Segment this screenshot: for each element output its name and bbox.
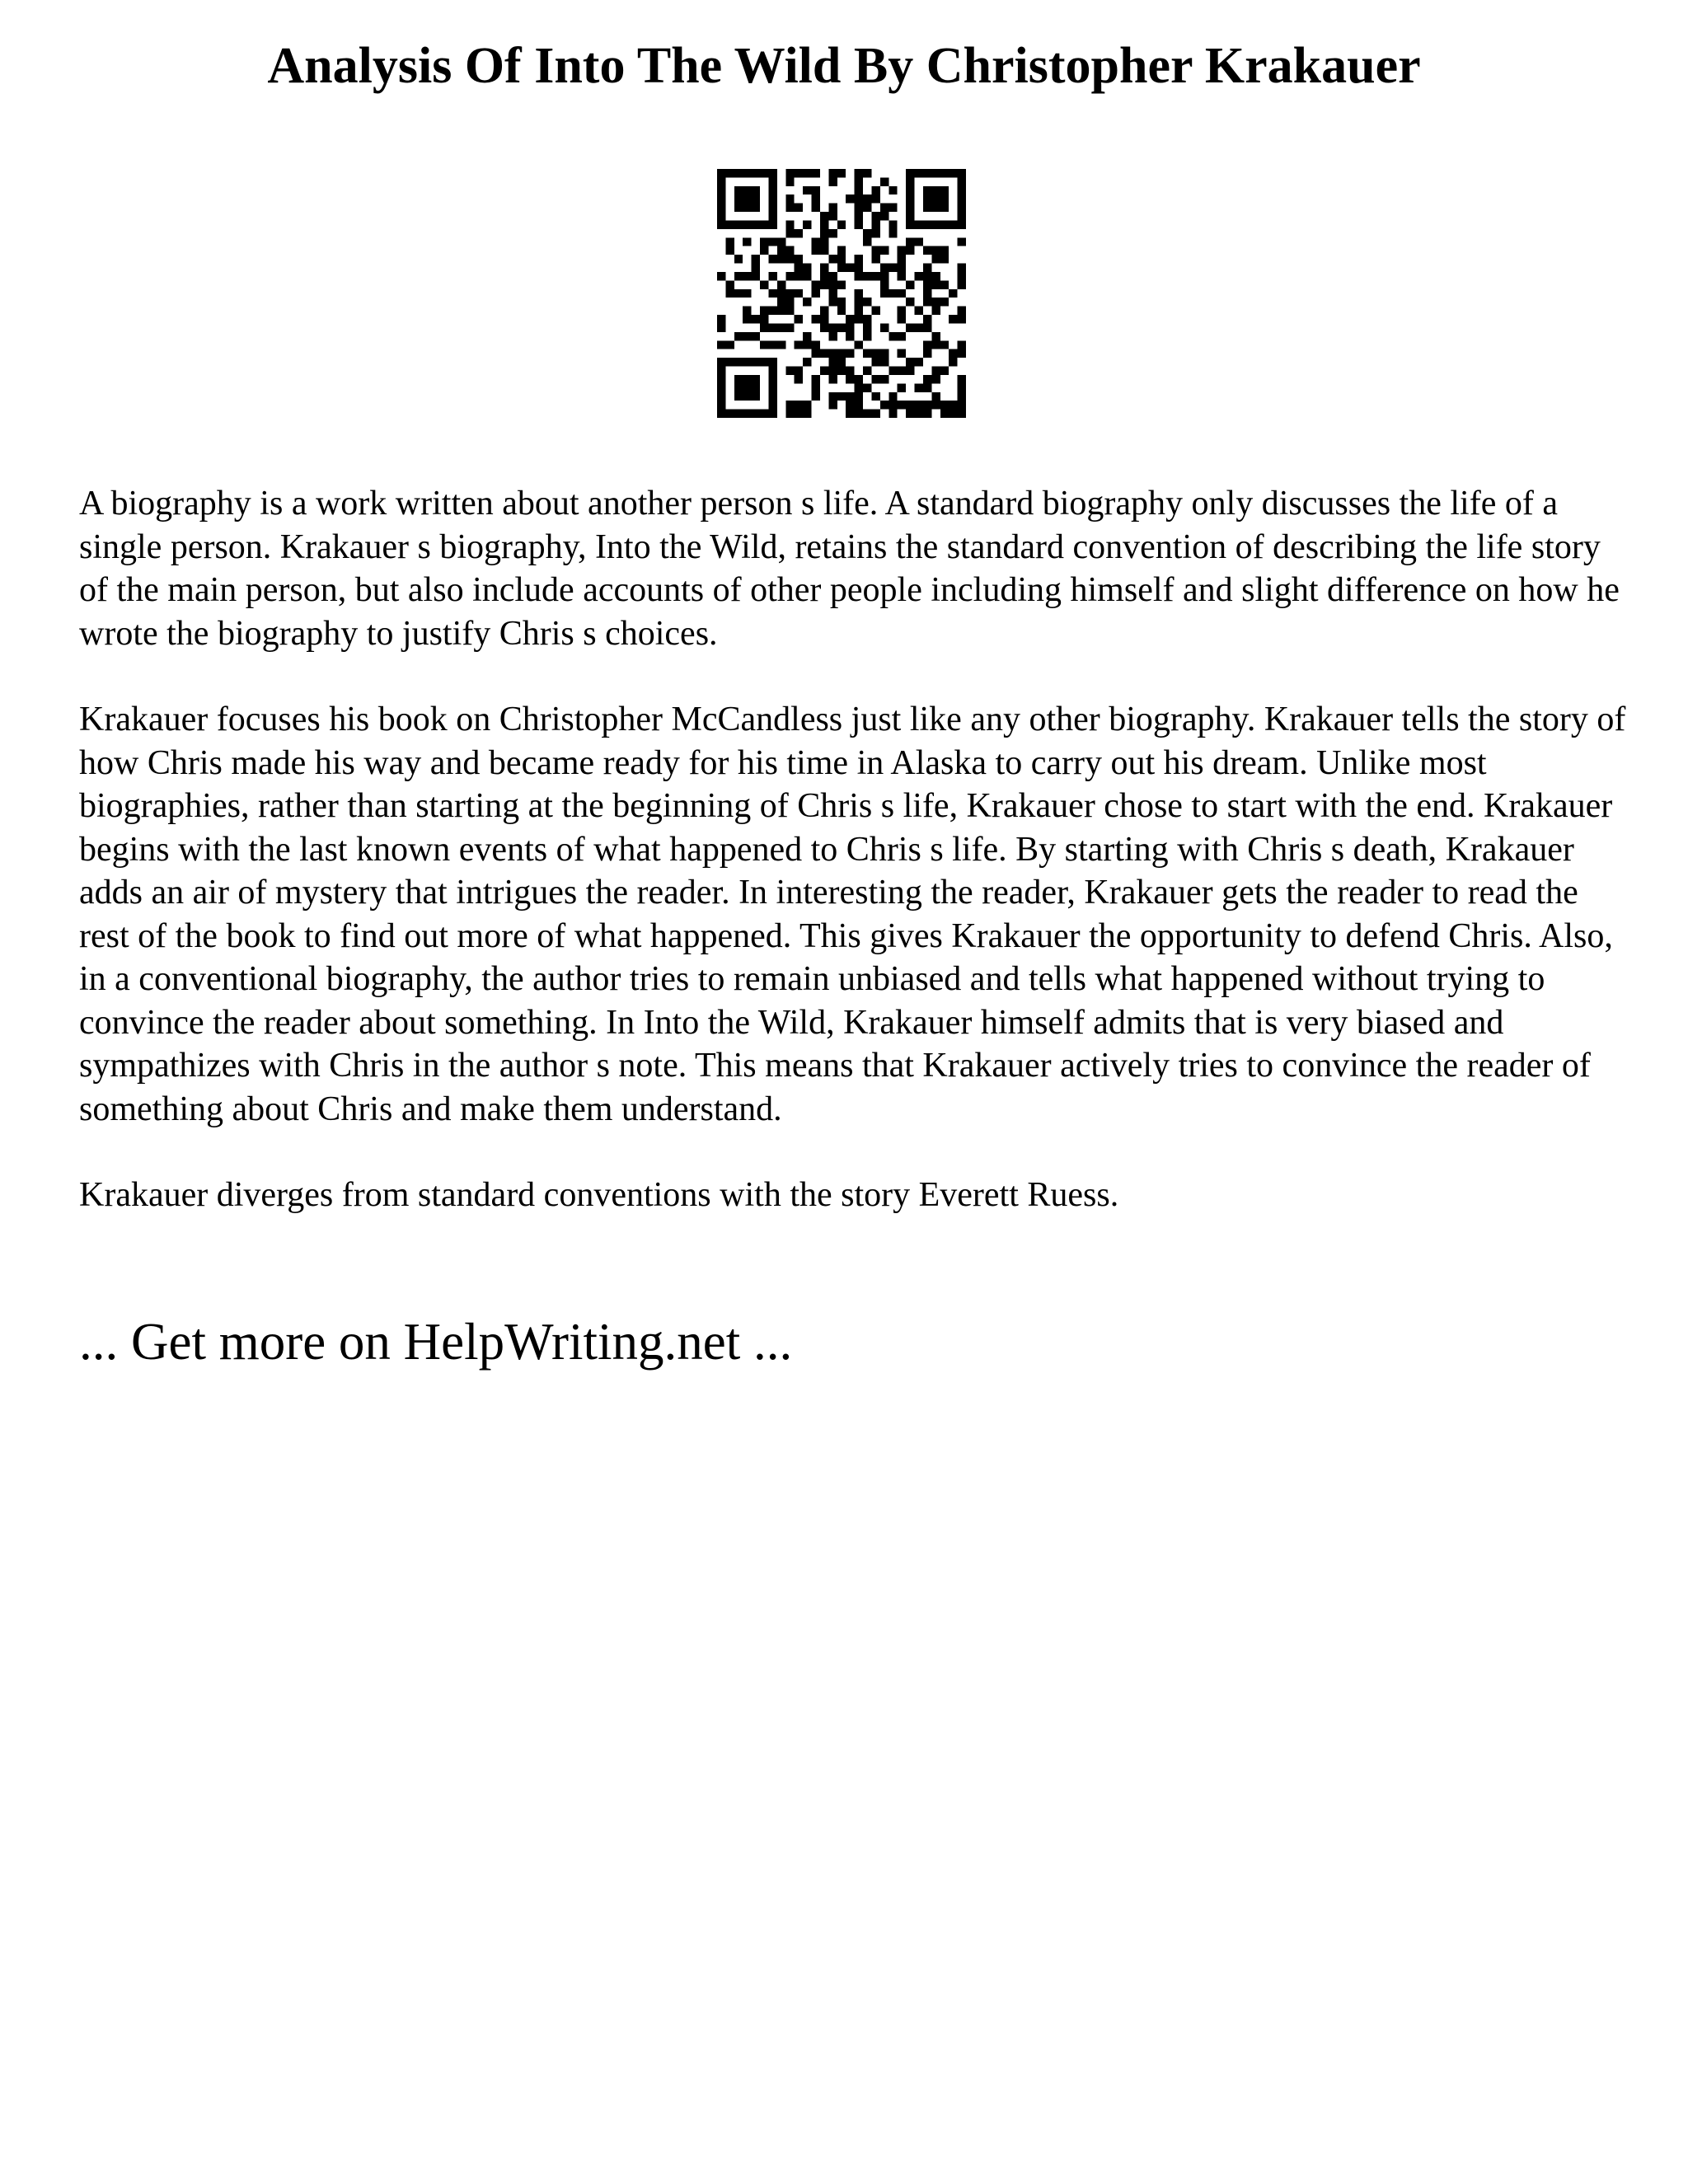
document-title: Analysis Of Into The Wild By Christopher Krakauer [267, 38, 1421, 94]
get-more-link[interactable]: ... Get more on HelpWriting.net ... [79, 1313, 793, 1371]
qr-code-icon [717, 169, 966, 418]
paragraph: Krakauer focuses his book on Christopher McCandless just like any other biography. Krakauer tells the story of how Chris made his way and became ready for his time in Alaska to carry out his dream. Unlike most biographies, rather than starting at the beginning of Chris s life, Krakauer chose to start with the end. Krakauer begins with the last known events of what happened to Chris s life. By starting with Chris s death, Krakauer adds an air of mystery that intrigues the reader. In interesting the reader, Krakauer gets the reader to read the rest of the book to find out more of what happened. This gives Krakauer the opportunity to defend Chris. Also, in a conventional biography, the author tries to remain unbiased and tells what happened without trying to convince the reader about something. In Into the Wild, Krakauer himself admits that is very biased and sympathizes with Chris in the author s note. This means that Krakauer actively tries to convince the reader of something about Chris and make them understand. [79, 701, 1626, 1128]
paragraph: Krakauer diverges from standard conventions with the story Everett Ruess. [79, 1176, 1119, 1214]
paragraph: A biography is a work written about another person s life. A standard biography only discusses the life of a single person. Krakauer s biography, Into the Wild, retains the standard convention of describing the life story of the main person, but also include accounts of other people including himself and slight difference on how he wrote the biography to justify Chris s choices. [79, 485, 1620, 653]
document-body [79, 482, 1629, 1260]
